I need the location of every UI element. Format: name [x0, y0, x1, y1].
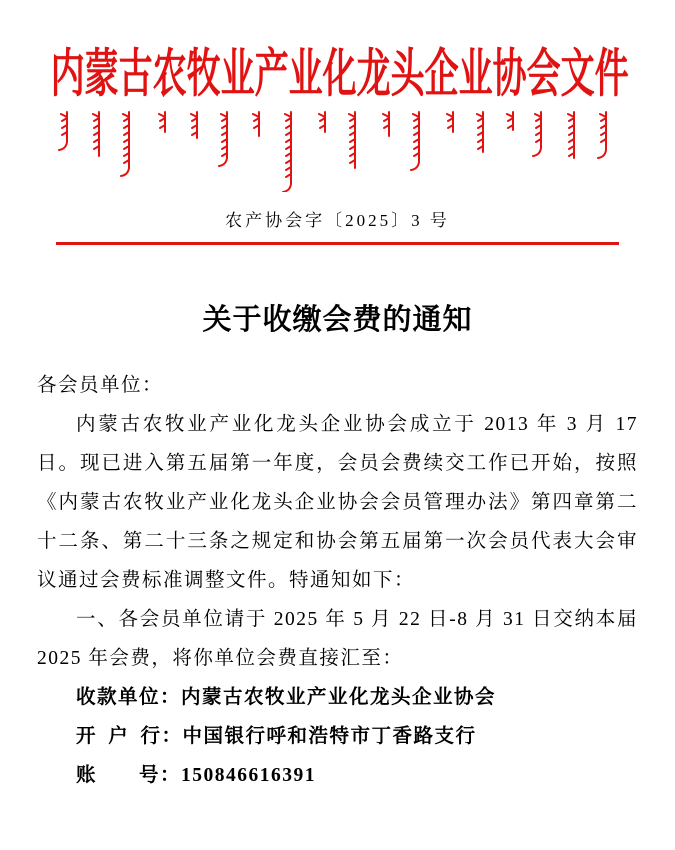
mongolian-script-banner	[53, 108, 623, 192]
account-label: 账 号：	[76, 765, 182, 786]
bank-value: 中国银行呼和浩特市丁香路支行	[182, 726, 477, 747]
salutation: 各会员单位：	[37, 375, 164, 396]
notice-title: 关于收缴会费的通知	[202, 304, 473, 336]
bank-line	[37, 717, 638, 756]
paragraph-payment-instruction: 一、各会员单位请于 2025 年 5 月 22 日-8 月 31 日交纳本届 2025 年会费，将你单位会费直接汇至：	[37, 609, 638, 669]
account-line	[37, 756, 638, 795]
bank-label: 开 户 行：	[76, 726, 183, 747]
document-number: 农产协会字〔2025〕3 号	[225, 211, 450, 230]
paragraph-introduction: 内蒙古农牧业产业化龙头企业协会成立于 2013 年 3 月 17 日。现已进入第五届第一年度，会员会费续交工作已开始，按照《内蒙古农牧业产业化龙头企业协会会员管理办法》第四章第二十二条、第二十三条之规定和协会第五届第一次会员代表大会审议通过会费标准调整文件。特通知如下：	[37, 414, 638, 591]
payee-label: 收款单位：	[76, 687, 182, 708]
document-page	[0, 38, 675, 850]
red-divider-line	[56, 242, 619, 245]
notice-body	[37, 366, 638, 795]
account-value: 150846616391	[181, 765, 317, 786]
document-header-title: 内蒙古农牧业产业化龙头企业协会文件	[50, 44, 629, 103]
payee-value: 内蒙古农牧业产业化龙头企业协会	[181, 687, 497, 708]
payee-line	[37, 678, 638, 717]
